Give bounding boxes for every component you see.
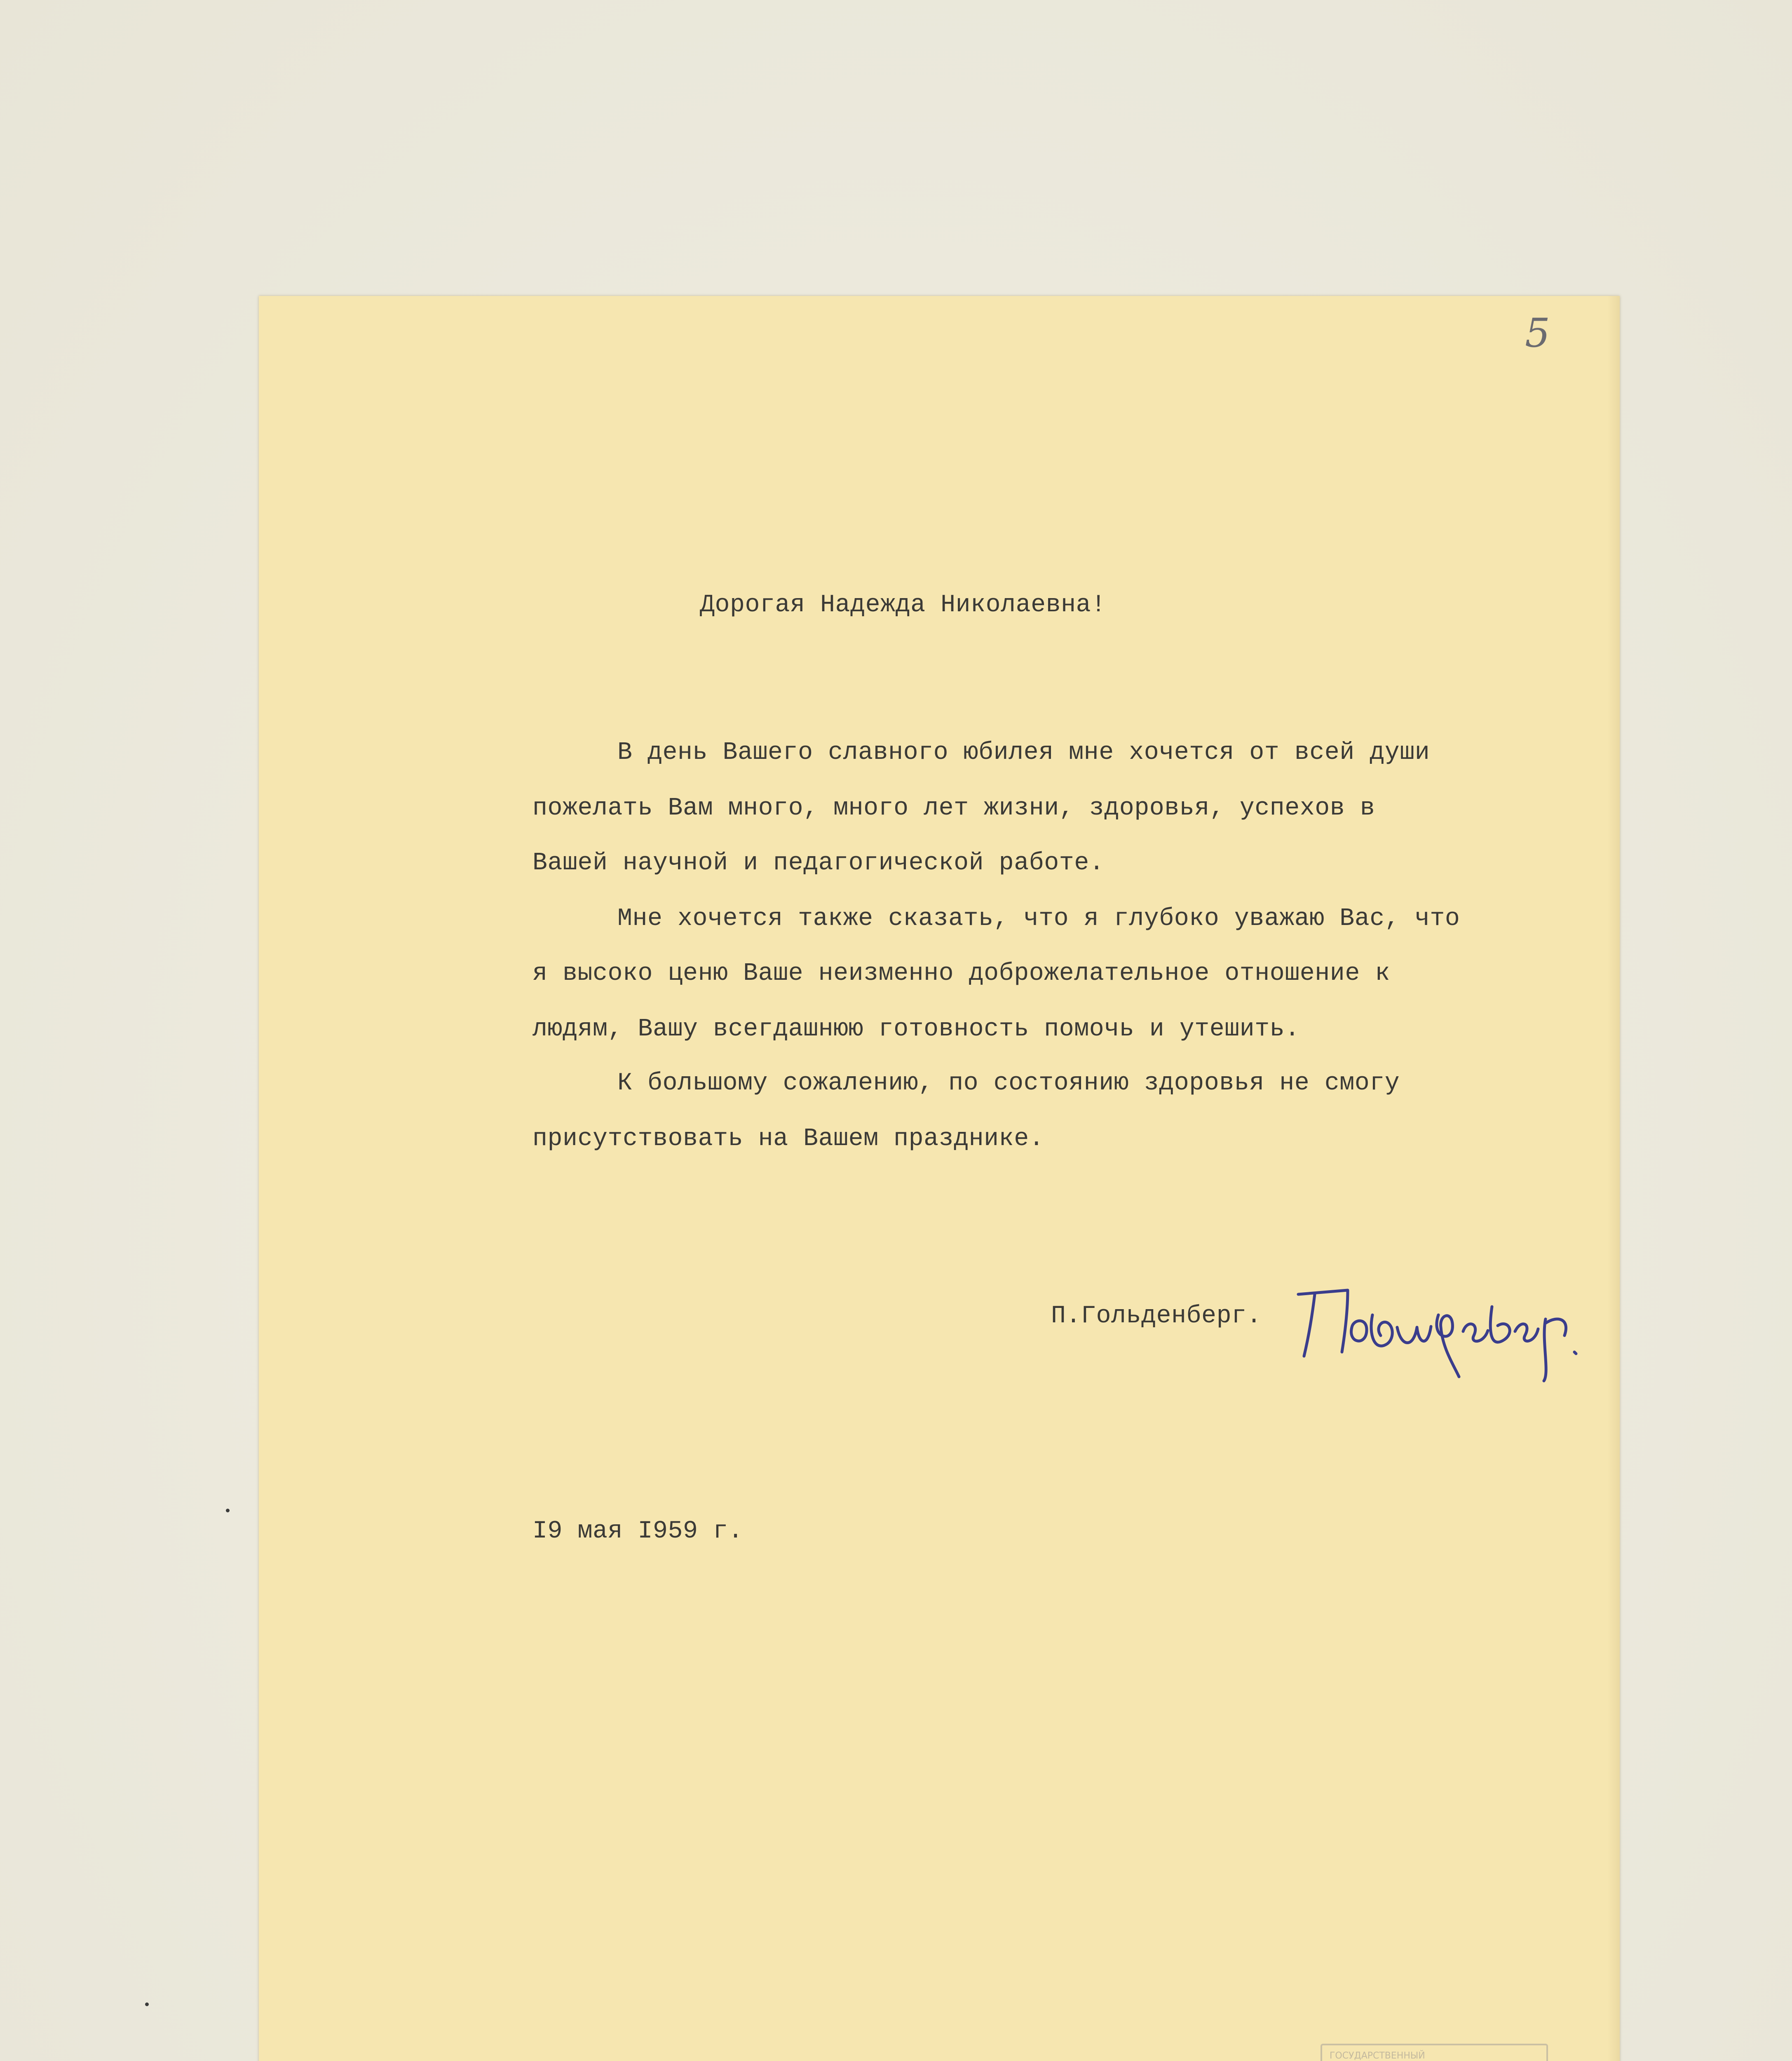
stamp-line-1: ГОСУДАРСТВЕННЫЙ [1330, 2051, 1425, 2061]
paragraph-2-line-1: Мне хочется также сказать, что я глубоко уважаю Вас, что [617, 905, 1460, 933]
paragraph-1-line-1: В день Вашего славного юбилея мне хочется от всей души [617, 739, 1430, 767]
handwritten-signature [1286, 1278, 1583, 1385]
letter-sheet [259, 296, 1620, 2061]
paragraph-2-line-3: людям, Вашу всегдашнюю готовность помочь и утешить. [532, 1015, 1300, 1043]
dust-speck [145, 2002, 149, 2006]
paragraph-1-line-3: Вашей научной и педагогической работе. [532, 849, 1105, 877]
archive-stamp [1321, 2044, 1548, 2061]
paragraph-2-line-2: я высоко ценю Ваше неизменно доброжелательное отношение к [532, 960, 1390, 988]
date: I9 мая I959 г. [532, 1517, 744, 1545]
signature-name: П.Гольденберг. [1051, 1302, 1262, 1330]
paragraph-3-line-2: присутствовать на Вашем празднике. [532, 1125, 1044, 1153]
salutation: Дорогая Надежда Николаевна! [700, 591, 1106, 619]
paragraph-3-line-1: К большому сожалению, по состоянию здоровья не смогу [617, 1069, 1400, 1097]
paragraph-1-line-2: пожелать Вам много, много лет жизни, здоровья, успехов в [532, 794, 1375, 822]
page-number: 5 [1525, 310, 1550, 356]
dust-speck [226, 1509, 230, 1512]
